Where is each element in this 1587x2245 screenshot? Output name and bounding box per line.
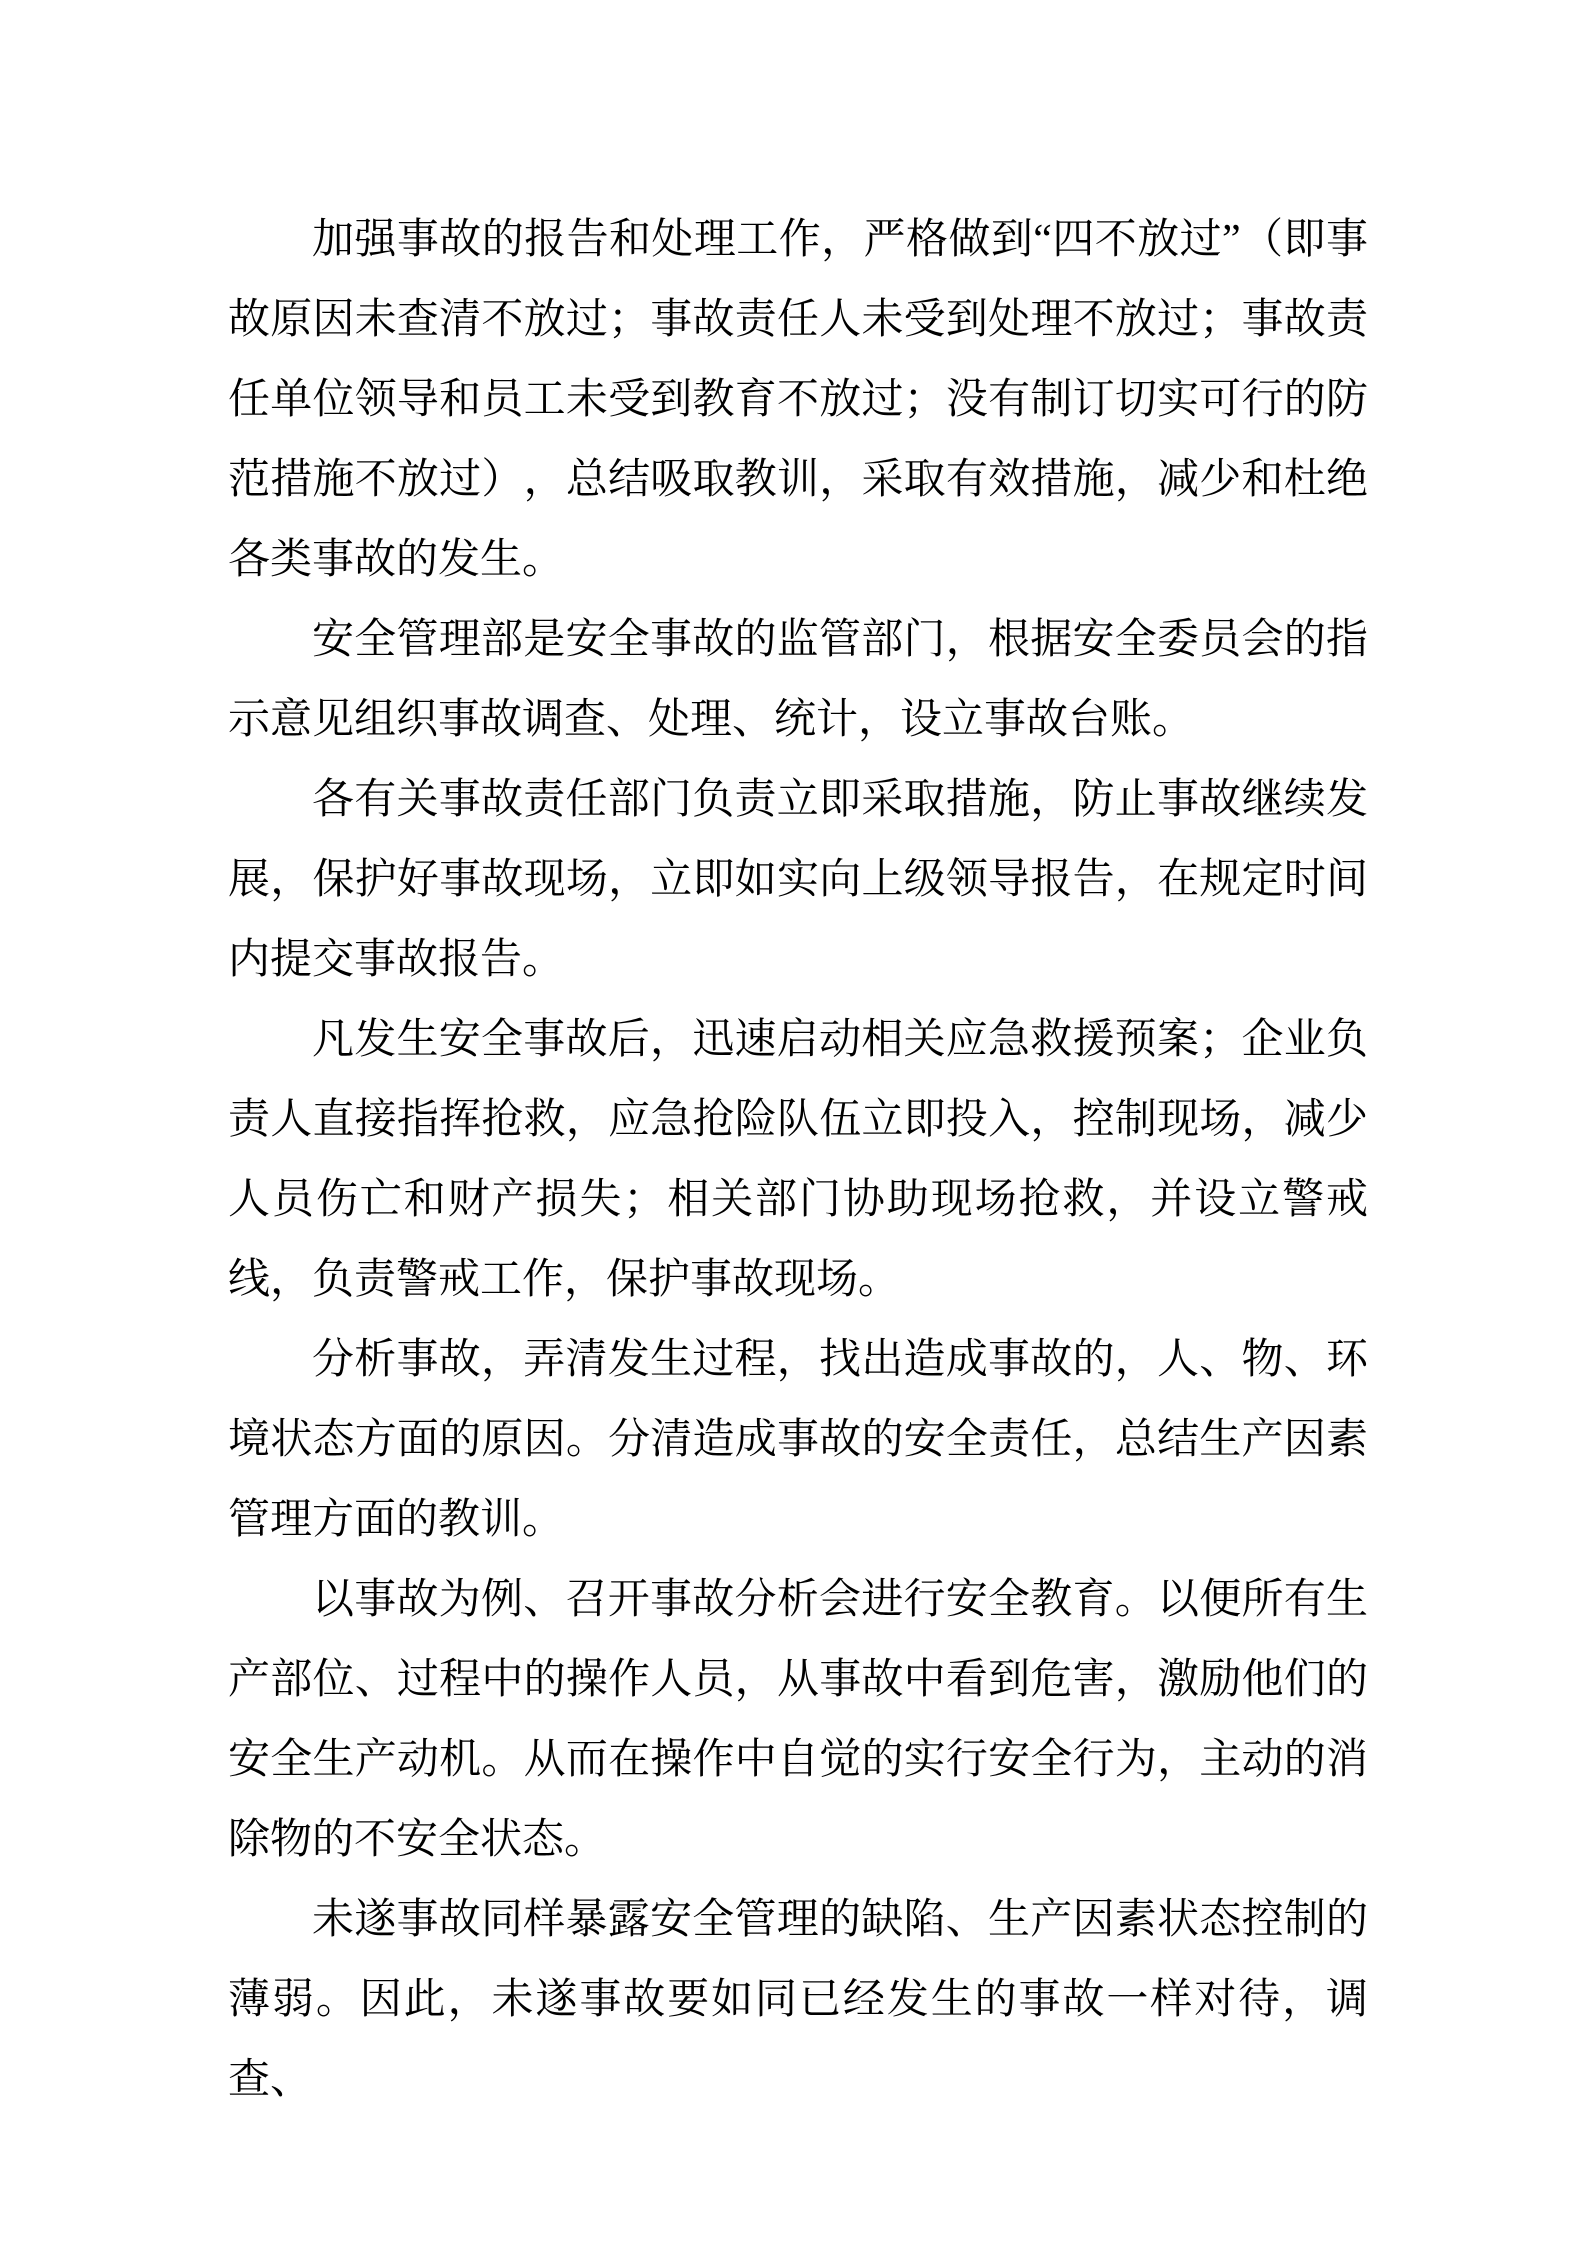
paragraph: 未遂事故同样暴露安全管理的缺陷、生产因素状态控制的薄弱。因此，未遂事故要如同已经发生的事故一样对待，调查、 [228, 1897, 1368, 2103]
paragraph: 各有关事故责任部门负责立即采取措施，防止事故继续发展，保护好事故现场，立即如实向上级领导报告，在规定时间内提交事故报告。 [228, 777, 1368, 983]
paragraph: 加强事故的报告和处理工作，严格做到“四不放过”（即事故原因未查清不放过；事故责任人未受到处理不放过；事故责任单位领导和员工未受到教育不放过；没有制订切实可行的防范措施不放过），总结吸取教训，采取有效措施，减少和杜绝各类事故的发生。 [228, 217, 1368, 583]
document-body [228, 200, 1368, 2120]
paragraph: 分析事故，弄清发生过程，找出造成事故的，人、物、环境状态方面的原因。分清造成事故的安全责任，总结生产因素管理方面的教训。 [228, 1337, 1368, 1543]
paragraph: 安全管理部是安全事故的监管部门，根据安全委员会的指示意见组织事故调查、处理、统计，设立事故台账。 [228, 617, 1368, 743]
paragraph: 以事故为例、召开事故分析会进行安全教育。以便所有生产部位、过程中的操作人员，从事故中看到危害，激励他们的安全生产动机。从而在操作中自觉的实行安全行为，主动的消除物的不安全状态。 [228, 1577, 1368, 1863]
paragraph: 凡发生安全事故后，迅速启动相关应急救援预案；企业负责人直接指挥抢救，应急抢险队伍立即投入，控制现场，减少人员伤亡和财产损失；相关部门协助现场抢救，并设立警戒线，负责警戒工作，保护事故现场。 [228, 1017, 1368, 1303]
